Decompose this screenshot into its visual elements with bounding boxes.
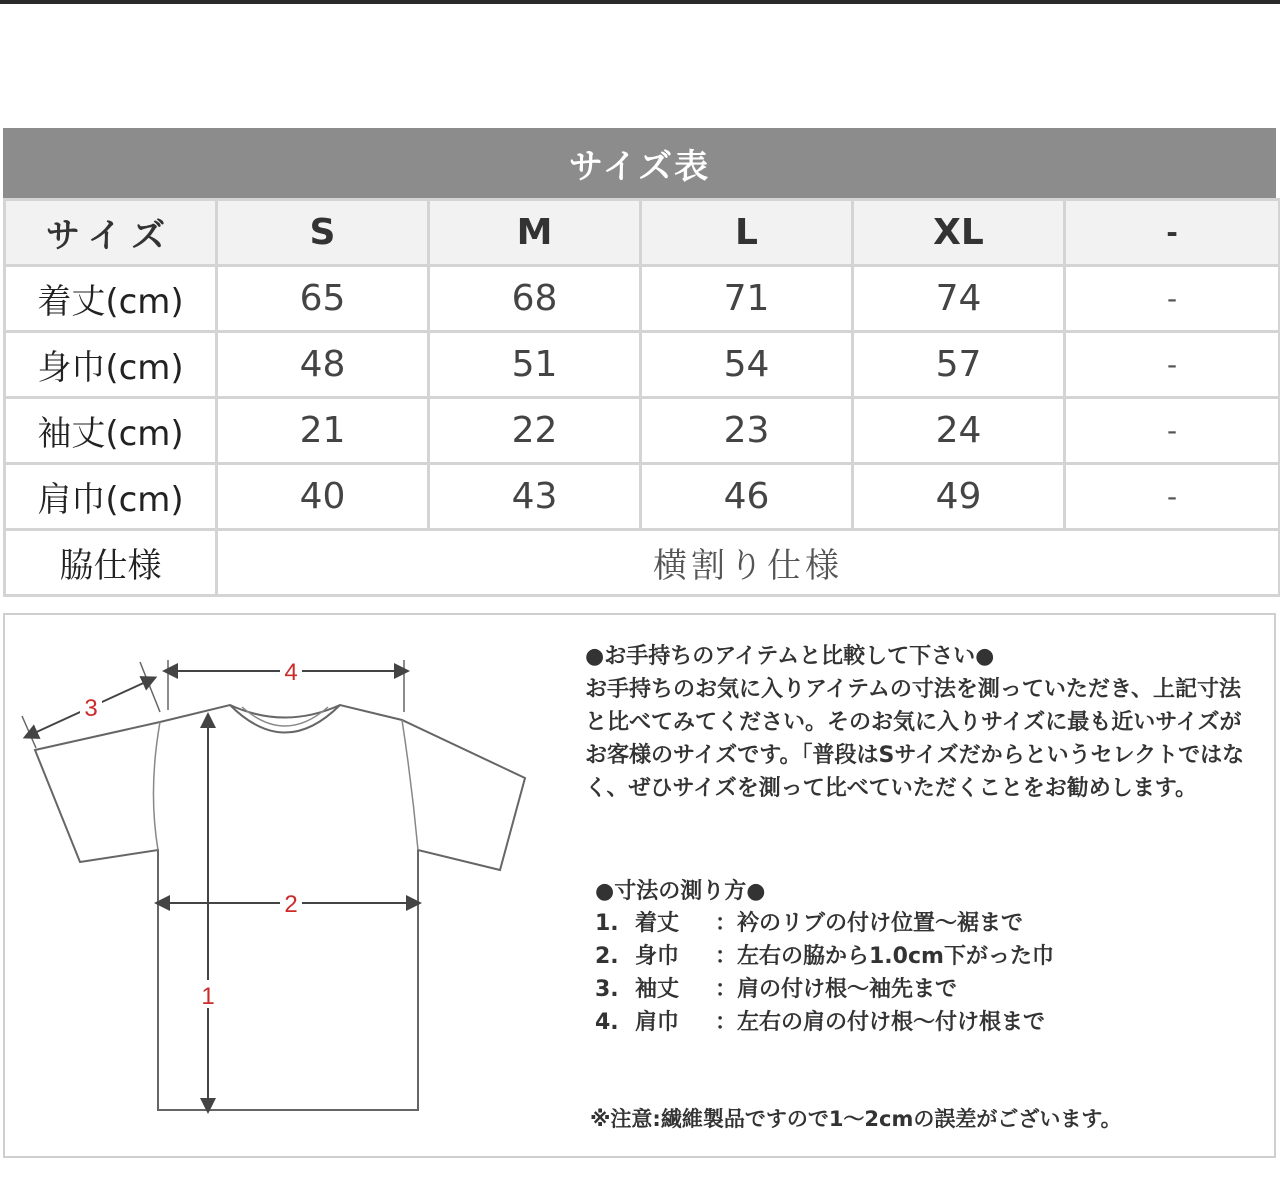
header-size-label: サイズ [5, 200, 217, 266]
table-cell: 71 [641, 266, 853, 332]
header-size-xl: XL [853, 200, 1065, 266]
table-cell: 65 [217, 266, 429, 332]
notes-body: お手持ちのお気に入りアイテムの寸法を測っていただき、上記寸法と比べてみてください。そのお気に入りサイズに最も近いサイズがお客様のサイズです。「普段はSサイズだからというセレクトではなく、ぜひサイズを測って比べていただくことをお勧めします。 [585, 677, 1245, 801]
row-label-sleeve: 袖丈(cm) [5, 398, 217, 464]
list-item: 1. 着丈 ：衿のリブの付け位置〜裾まで [595, 911, 1024, 936]
header-size-m: M [429, 200, 641, 266]
row-label-side-spec: 脇仕様 [5, 530, 217, 596]
table-cell: 57 [853, 332, 1065, 398]
table-cell: 49 [853, 464, 1065, 530]
row-label-length: 着丈(cm) [5, 266, 217, 332]
row-label-body-width: 身巾(cm) [5, 332, 217, 398]
tshirt-collar [230, 705, 340, 733]
table-cell: 54 [641, 332, 853, 398]
table-cell: 21 [217, 398, 429, 464]
measure-method-heading: ●寸法の測り方● [595, 879, 766, 904]
table-cell: 48 [217, 332, 429, 398]
table-cell: 40 [217, 464, 429, 530]
table-cell: 68 [429, 266, 641, 332]
table-cell: - [1065, 398, 1280, 464]
measure-method-list [595, 907, 1054, 1039]
caution-note: ※注意:繊維製品ですので1〜2cmの誤差がございます。 [590, 1107, 1122, 1131]
table-cell: 43 [429, 464, 641, 530]
measure-label-2: 2 [284, 891, 298, 918]
measure-label-1: 1 [201, 983, 215, 1010]
notes-heading: ●お手持ちのアイテムと比較して下さい● [585, 644, 995, 669]
header-size-s: S [217, 200, 429, 266]
list-item: 4. 肩巾 ：左右の肩の付け根〜付け根まで [595, 1010, 1046, 1035]
table-cell: - [1065, 332, 1280, 398]
measure-label-4: 4 [284, 659, 298, 686]
table-cell: - [1065, 266, 1280, 332]
table-cell: - [1065, 464, 1280, 530]
list-item: 2. 身巾 ：左右の脇から1.0cm下がった巾 [595, 944, 1054, 969]
header-size-l: L [641, 200, 853, 266]
comparison-notes [585, 640, 1245, 805]
list-item: 3. 袖丈 ：肩の付け根〜袖先まで [595, 977, 958, 1002]
table-cell: 51 [429, 332, 641, 398]
measure-label-3: 3 [84, 695, 98, 722]
row-label-shoulder: 肩巾(cm) [5, 464, 217, 530]
table-cell: 24 [853, 398, 1065, 464]
header-size-blank: - [1065, 200, 1280, 266]
size-chart-title: サイズ表 [3, 128, 1276, 198]
table-cell: 22 [429, 398, 641, 464]
side-spec-value: 横割り仕様 [217, 530, 1280, 596]
table-cell: 46 [641, 464, 853, 530]
table-cell: 74 [853, 266, 1065, 332]
table-cell: 23 [641, 398, 853, 464]
